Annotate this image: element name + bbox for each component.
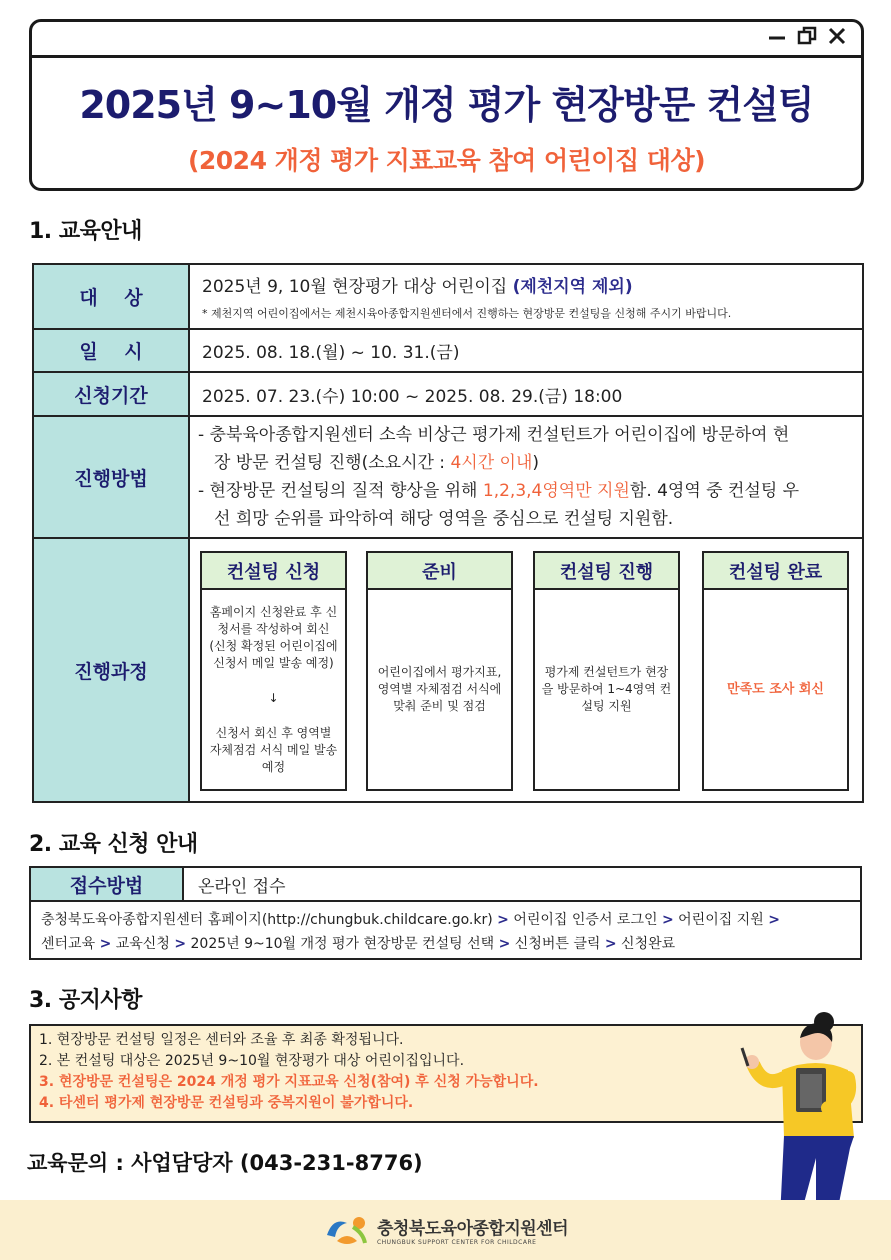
label-process: 진행과정 xyxy=(34,539,190,801)
chevron-right-icon: > xyxy=(604,936,617,952)
step-text: 어린이집에서 평가지표, 영역별 자체점검 서식에 맞춰 준비 및 점검 xyxy=(377,665,502,713)
label-target: 대 상 xyxy=(34,265,190,328)
page-subtitle: (2024 개정 평가 지표교육 참여 어린이집 대상) xyxy=(187,146,706,175)
step-card-prepare xyxy=(366,551,513,791)
method-line-2b: 선 희망 순위를 파악하여 해당 영역을 중심으로 컨설팅 지원함. xyxy=(214,509,674,529)
path-step: 센터교육 xyxy=(41,936,96,952)
value-apply-period: 2025. 07. 23.(수) 10:00 ~ 2025. 08. 29.(금) 18:00 xyxy=(202,386,623,407)
path-step: 2025년 9~10월 개정 평가 현장방문 컨설팅 선택 xyxy=(190,936,495,952)
label-method: 진행방법 xyxy=(34,417,190,537)
path-step: 신청버튼 클릭 xyxy=(514,936,601,952)
page-title: 2025년 9~10월 개정 평가 현장방문 컨설팅 xyxy=(79,83,814,127)
path-step: 어린이집 인증서 로그인 xyxy=(513,912,658,928)
target-text: 2025년 9, 10월 현장평가 대상 어린이집 xyxy=(202,277,513,297)
chevron-right-icon: > xyxy=(498,936,511,952)
step-text: 평가제 컨설턴트가 현장을 방문하여 1~4영역 컨설팅 지원 xyxy=(541,665,672,713)
area-highlight: 1,2,3,4영역만 지원 xyxy=(482,481,630,501)
value-method: 온라인 접수 xyxy=(198,876,286,897)
notice-item: 1. 현장방문 컨설팅 일정은 센터와 조율 후 최종 확정됩니다. xyxy=(39,1032,404,1048)
step-title: 준비 xyxy=(368,553,511,590)
window-title-bar xyxy=(32,22,861,58)
notice-item: 4. 타센터 평가제 현장방문 컨설팅과 중복지원이 불가합니다. xyxy=(39,1095,414,1111)
value-date: 2025. 08. 18.(월) ~ 10. 31.(금) xyxy=(202,343,460,363)
value-target xyxy=(190,265,862,328)
step-text: 신청서 회신 후 영역별 자체점검 서식 메일 발송 예정 xyxy=(209,725,338,774)
process-steps xyxy=(190,539,862,801)
step-title: 컨설팅 신청 xyxy=(202,553,345,590)
step-card-complete xyxy=(702,551,849,791)
row-method xyxy=(31,868,860,902)
path-step: 충청북도육아종합지원센터 홈페이지(http://chungbuk.childcare.go.kr) xyxy=(41,912,493,928)
row-method xyxy=(34,417,862,539)
path-step: 신청완료 xyxy=(621,936,676,952)
chevron-right-icon: > xyxy=(768,912,780,928)
step-text: 홈페이지 신청완료 후 신청서를 작성하여 회신 (신청 확정된 어린이집에 신청서 메일 발송 예정) xyxy=(209,604,338,670)
step-card-apply xyxy=(200,551,347,791)
row-date xyxy=(34,330,862,373)
minimize-icon[interactable] xyxy=(767,26,787,51)
step-body xyxy=(202,590,345,789)
title-window xyxy=(29,19,864,191)
label-date: 일 시 xyxy=(34,330,190,371)
contact-info: 교육문의 : 사업담당자 (043-231-8776) xyxy=(27,1151,423,1175)
target-note: * 제천지역 어린이집에서는 제천시육아종합지원센터에서 진행하는 현장방문 컨설팅을 신청해 주시기 바랍니다. xyxy=(202,307,732,320)
org-name-english: CHUNGBUK SUPPORT CENTER FOR CHILDCARE xyxy=(376,1239,537,1246)
close-icon[interactable] xyxy=(827,26,847,51)
row-target xyxy=(34,265,862,330)
application-path xyxy=(31,902,860,962)
path-step: 어린이집 지원 xyxy=(678,912,764,928)
center-logo-icon xyxy=(323,1213,369,1247)
step-body xyxy=(704,590,847,789)
method-line-1b: 장 방문 컨설팅 진행(소요시간 : 4시간 이내) xyxy=(214,453,540,473)
chevron-right-icon: > xyxy=(497,912,509,928)
method-line-1a: - 충북육아종합지원센터 소속 비상근 평가제 컨설턴트가 어린이집에 방문하여 현 xyxy=(198,425,790,445)
chevron-right-icon: > xyxy=(99,936,112,952)
method-line-2a: - 현장방문 컨설팅의 질적 향상을 위해 1,2,3,4영역만 지원함. 4영역 중 컨설팅 우 xyxy=(198,481,800,501)
row-apply-period xyxy=(34,373,862,417)
row-process xyxy=(34,539,862,801)
chevron-right-icon: > xyxy=(174,936,187,952)
section-2-heading: 2. 교육 신청 안내 xyxy=(29,832,198,857)
value-method xyxy=(190,417,862,537)
step-text: 만족도 조사 회신 xyxy=(727,682,824,697)
org-name-korean: 충청북도육아종합지원센터 xyxy=(376,1219,569,1239)
label-apply-period: 신청기간 xyxy=(34,373,190,415)
down-arrow-icon: ↓ xyxy=(268,690,279,705)
notice-item: 2. 본 컨설팅 대상은 2025년 9~10월 현장평가 대상 어린이집입니다. xyxy=(39,1053,465,1069)
notice-item: 3. 현장방문 컨설팅은 2024 개정 평가 지표교육 신청(참여) 후 신청 가능합니다. xyxy=(39,1074,539,1090)
step-body xyxy=(535,590,678,789)
application-info-table xyxy=(29,866,862,960)
step-card-progress xyxy=(533,551,680,791)
path-step: 교육신청 xyxy=(115,936,170,952)
section-3-heading: 3. 공지사항 xyxy=(29,988,142,1013)
step-title: 컨설팅 완료 xyxy=(704,553,847,590)
label-method: 접수방법 xyxy=(31,868,184,900)
education-info-table xyxy=(32,263,864,803)
target-exclusion: (제천지역 제외) xyxy=(512,277,633,297)
chevron-right-icon: > xyxy=(661,912,674,928)
footer-org-name xyxy=(377,1214,568,1246)
restore-icon[interactable] xyxy=(797,26,817,51)
step-title: 컨설팅 진행 xyxy=(535,553,678,590)
footer xyxy=(0,1200,891,1260)
step-body xyxy=(368,590,511,789)
section-1-heading: 1. 교육안내 xyxy=(29,219,142,244)
duration-highlight: 4시간 이내 xyxy=(450,453,533,473)
